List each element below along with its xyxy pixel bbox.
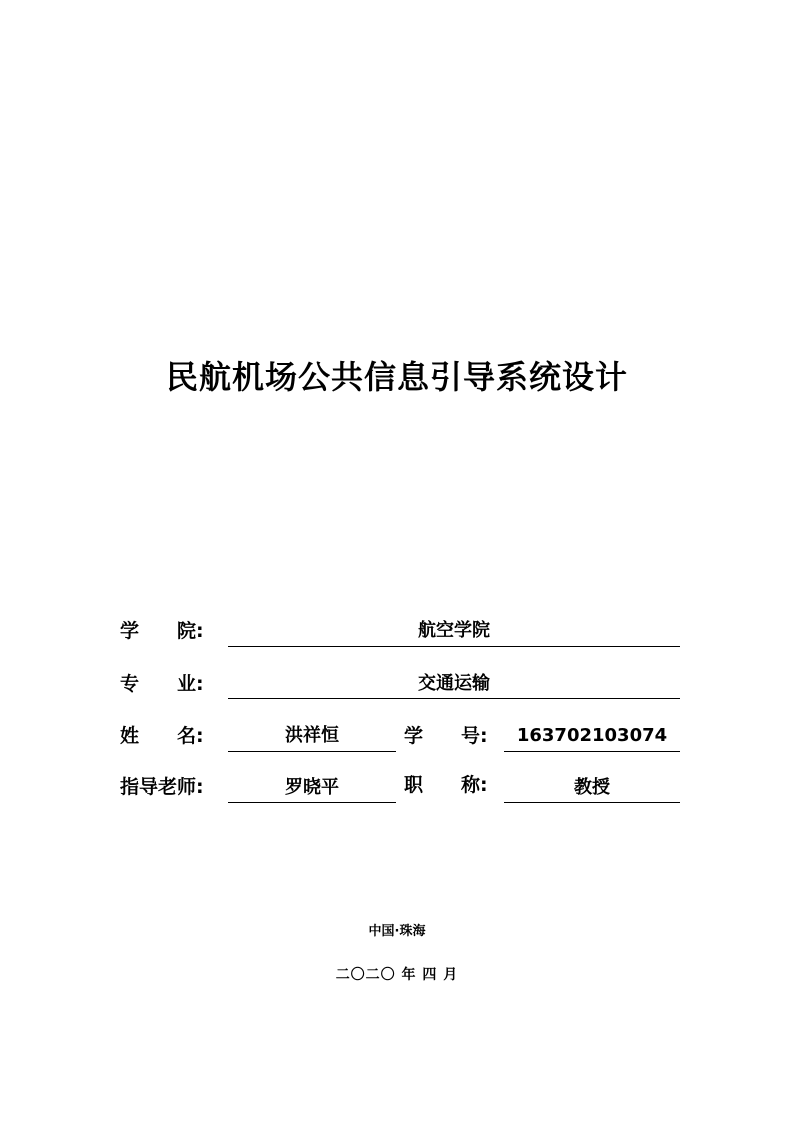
academic-title-value: 教授	[574, 777, 610, 798]
major-value: 交通运输	[418, 673, 490, 694]
college-value: 航空学院	[418, 620, 490, 641]
college-underline	[228, 646, 680, 647]
student-id-label: 学 号:	[404, 725, 488, 747]
name-label: 姓 名:	[120, 725, 204, 747]
major-label: 专 业:	[120, 673, 204, 695]
date-text: 二〇二〇 年 四 月	[335, 967, 459, 983]
thesis-title: 民航机场公共信息引导系统设计	[165, 358, 628, 396]
advisor-underline	[228, 802, 396, 803]
place-text: 中国·珠海	[368, 924, 426, 939]
name-value: 洪祥恒	[285, 725, 339, 746]
major-underline	[228, 698, 680, 699]
student-id-value: 163702103074	[516, 725, 668, 746]
name-underline	[228, 751, 396, 752]
college-label: 学 院:	[120, 620, 204, 642]
student-id-underline	[504, 751, 680, 752]
academic-title-underline	[504, 802, 680, 803]
advisor-label: 指导老师:	[120, 776, 204, 798]
advisor-value: 罗晓平	[285, 777, 339, 798]
academic-title-label: 职 称:	[404, 774, 488, 796]
